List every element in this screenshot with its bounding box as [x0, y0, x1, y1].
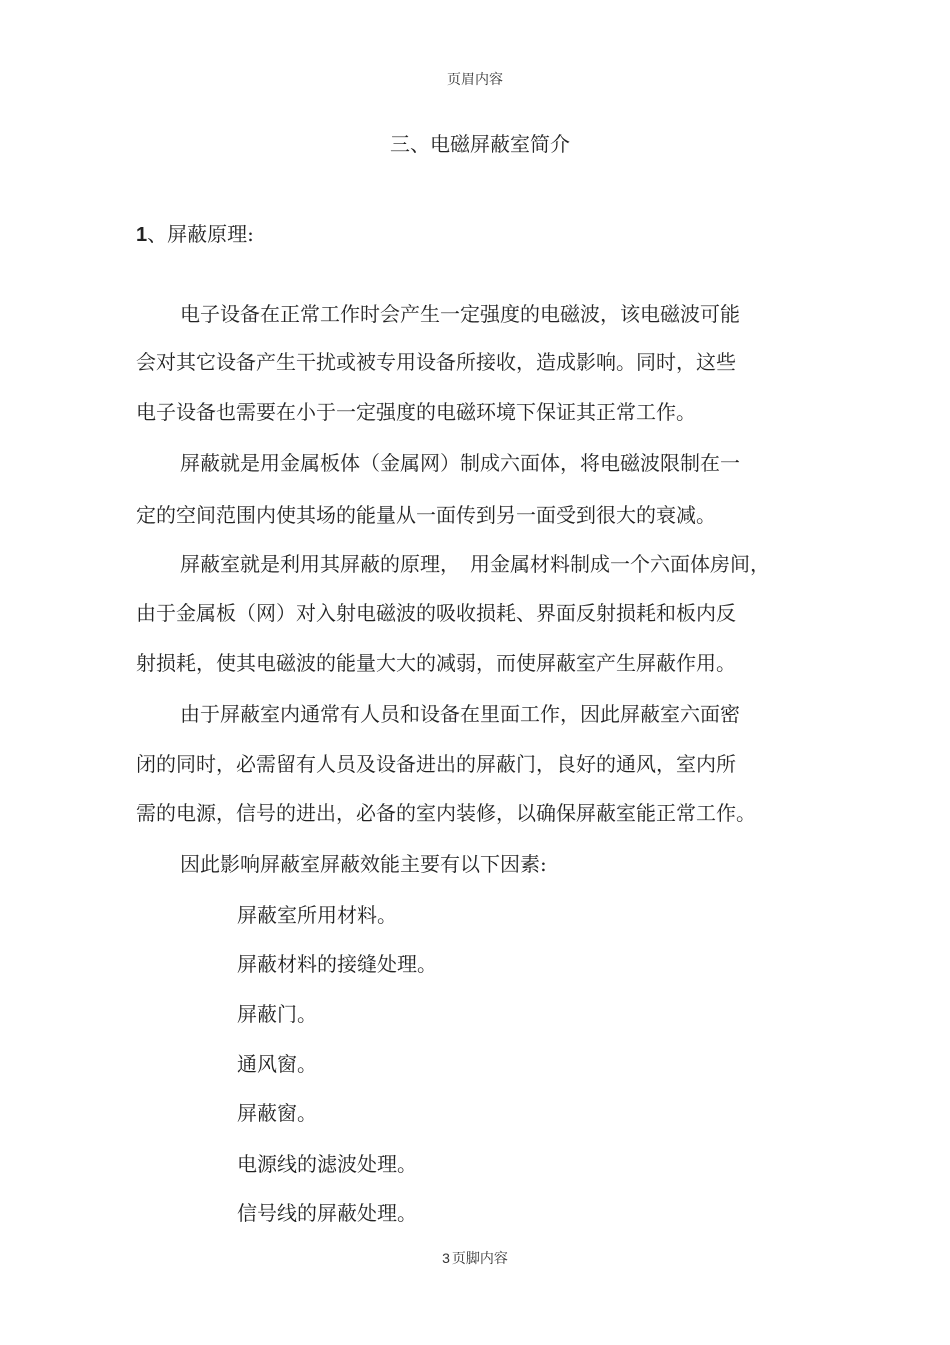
paragraph-3-line-3: 射损耗，使其电磁波的能量大大的减弱，而使屏蔽室产生屏蔽作用。	[136, 651, 736, 675]
page-header: 页眉内容	[447, 72, 503, 88]
factor-item: 屏蔽室所用材料。	[237, 903, 397, 927]
paragraph-3-line-2: 由于金属板（网）对入射电磁波的吸收损耗、界面反射损耗和板内反	[136, 601, 736, 625]
section-number: 1	[136, 224, 148, 246]
factor-item: 电源线的滤波处理。	[237, 1152, 417, 1176]
document-title: 三、电磁屏蔽室简介	[390, 132, 570, 156]
factor-item: 屏蔽材料的接缝处理。	[237, 952, 437, 976]
section-heading	[136, 220, 254, 249]
factor-item: 通风窗。	[237, 1052, 317, 1076]
footer-text: 页脚内容	[451, 1251, 508, 1267]
page-footer	[0, 1248, 950, 1269]
paragraph-3-line-1: 屏蔽室就是利用其屏蔽的原理， 用金属材料制成一个六面体房间，	[180, 552, 770, 576]
factor-item: 屏蔽门。	[237, 1002, 317, 1026]
paragraph-4-line-2: 闭的同时，必需留有人员及设备进出的屏蔽门，良好的通风，室内所	[136, 752, 736, 776]
paragraph-5-line-1: 因此影响屏蔽室屏蔽效能主要有以下因素:	[180, 852, 547, 876]
paragraph-2-line-1: 屏蔽就是用金属板体（金属网）制成六面体，将电磁波限制在一	[180, 451, 740, 475]
page-number: 3	[442, 1250, 450, 1266]
paragraph-1-line-3: 电子设备也需要在小于一定强度的电磁环境下保证其正常工作。	[136, 400, 696, 424]
paragraph-1-line-2: 会对其它设备产生干扰或被专用设备所接收，造成影响。同时，这些	[136, 350, 736, 374]
section-title: 、屏蔽原理:	[147, 222, 254, 246]
paragraph-2-line-2: 定的空间范围内使其场的能量从一面传到另一面受到很大的衰减。	[136, 503, 716, 527]
paragraph-1-line-1: 电子设备在正常工作时会产生一定强度的电磁波，该电磁波可能	[180, 302, 740, 326]
factor-item: 信号线的屏蔽处理。	[237, 1201, 417, 1225]
paragraph-4-line-3: 需的电源，信号的进出，必备的室内装修，以确保屏蔽室能正常工作。	[136, 801, 756, 825]
factor-item: 屏蔽窗。	[237, 1101, 317, 1125]
paragraph-4-line-1: 由于屏蔽室内通常有人员和设备在里面工作，因此屏蔽室六面密	[180, 702, 740, 726]
